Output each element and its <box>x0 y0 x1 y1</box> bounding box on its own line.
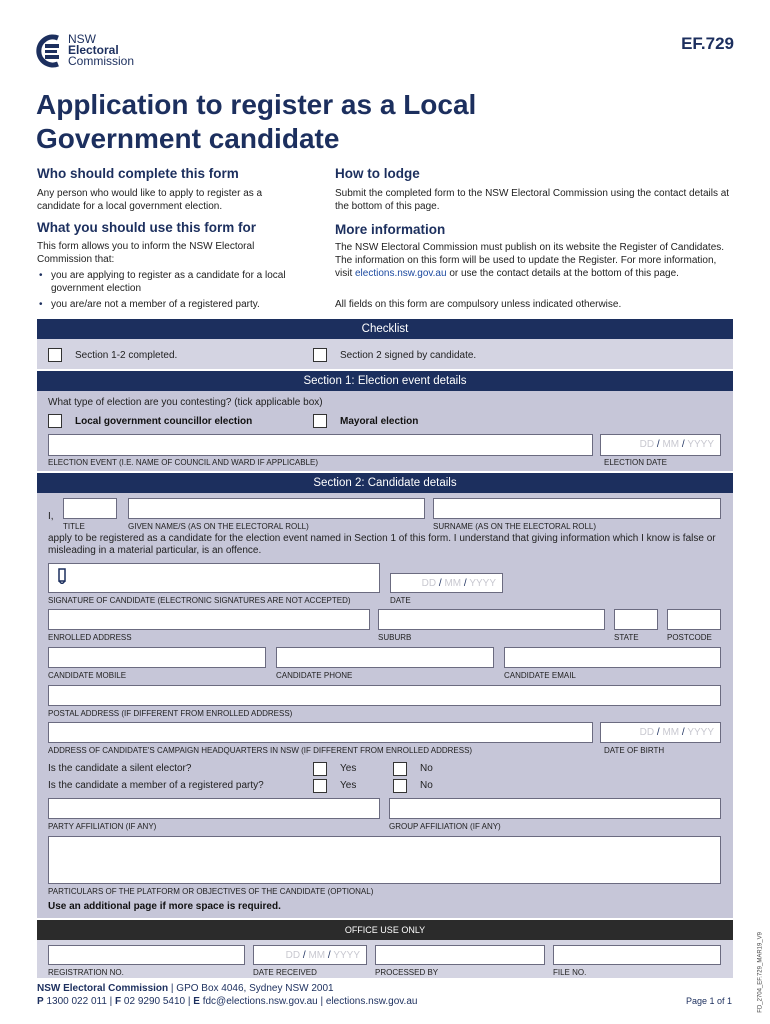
dd-placeholder: DD <box>639 727 655 738</box>
date-received-field[interactable] <box>253 945 367 965</box>
nswec-logo-icon <box>36 34 64 68</box>
member-no-label: No <box>420 780 433 791</box>
additional-page-note: Use an additional page if more space is required. <box>48 901 281 912</box>
mm-placeholder: MM <box>662 439 680 450</box>
page-title: Application to register as a Local Government candidate <box>36 89 477 154</box>
state-label: STATE <box>614 633 639 642</box>
logo-line: NSW <box>68 32 96 46</box>
yyyy-placeholder: YYYY <box>333 950 360 961</box>
footer-address-text: | GPO Box 4046, Sydney NSW 2001 <box>168 983 334 994</box>
file-no-label: FILE NO. <box>553 968 587 977</box>
lodge-text: Submit the completed form to the NSW Electoral Commission using the contact details at the bottom of this page. <box>335 188 730 212</box>
campaign-address-field[interactable] <box>48 722 593 743</box>
surname-label: SURNAME (AS ON THE ELECTORAL ROLL) <box>433 522 596 531</box>
suburb-field[interactable] <box>378 609 605 630</box>
bullet-item: • you are applying to register as a candidate for a local government election <box>37 269 305 295</box>
group-affiliation-field[interactable] <box>389 798 721 819</box>
silent-no-checkbox[interactable] <box>393 762 407 776</box>
date-sep: / <box>302 950 306 961</box>
given-names-field[interactable] <box>128 498 425 519</box>
platform-label: PARTICULARS OF THE PLATFORM OR OBJECTIVES OF THE CANDIDATE (OPTIONAL) <box>48 887 374 896</box>
logo-text <box>68 34 134 67</box>
checklist-checkbox-1[interactable] <box>48 348 62 362</box>
surname-field[interactable] <box>433 498 721 519</box>
dd-placeholder: DD <box>421 578 437 589</box>
registration-no-label: REGISTRATION NO. <box>48 968 124 977</box>
more-heading: More information <box>335 222 446 237</box>
party-affiliation-label: PARTY AFFILIATION (IF ANY) <box>48 822 157 831</box>
postcode-field[interactable] <box>667 609 721 630</box>
who-heading: Who should complete this form <box>37 166 239 181</box>
section2-heading: Section 2: Candidate details <box>37 473 733 493</box>
what-heading: What you should use this form for <box>37 220 256 235</box>
phone-field[interactable] <box>276 647 494 668</box>
website-link[interactable]: elections.nsw.gov.au <box>355 268 447 279</box>
mm-placeholder: MM <box>662 727 680 738</box>
checklist-item-2: Section 2 signed by candidate. <box>340 350 477 361</box>
postal-address-field[interactable] <box>48 685 721 706</box>
yyyy-placeholder: YYYY <box>687 439 714 450</box>
checklist-checkbox-2[interactable] <box>313 348 327 362</box>
signature-label: SIGNATURE OF CANDIDATE (ELECTRONIC SIGNATURES ARE NOT ACCEPTED) <box>48 596 351 605</box>
postcode-label: POSTCODE <box>667 633 712 642</box>
date-sep: / <box>327 950 331 961</box>
compulsory-note: All fields on this form are compulsory unless indicated otherwise. <box>335 299 622 310</box>
phone-label: CANDIDATE PHONE <box>276 671 353 680</box>
silent-yes-label: Yes <box>340 763 357 774</box>
mobile-field[interactable] <box>48 647 266 668</box>
pen-icon <box>57 568 67 584</box>
page-number: Page 1 of 1 <box>685 996 732 1006</box>
dd-placeholder: DD <box>285 950 301 961</box>
title-field[interactable] <box>63 498 117 519</box>
councillor-checkbox[interactable] <box>48 414 62 428</box>
enrolled-address-field[interactable] <box>48 609 370 630</box>
declaration-text: apply to be registered as a candidate for the election event named in Section 1 of this form. I understand that giving information which I know is false or misleading in a material particular, is an offence. <box>48 533 716 556</box>
party-member-question: Is the candidate a member of a registered party? <box>48 780 264 791</box>
election-event-field[interactable] <box>48 434 593 456</box>
bullet-item: • you are/are not a member of a registered party. <box>37 298 305 311</box>
date-sep: / <box>438 578 442 589</box>
logo-line: Electoral <box>68 43 119 57</box>
election-date-label: ELECTION DATE <box>604 458 667 467</box>
registration-no-field[interactable] <box>48 945 245 965</box>
suburb-label: SUBURB <box>378 633 412 642</box>
what-text: This form allows you to inform the NSW Electoral Commission that: <box>37 241 255 265</box>
election-date-field[interactable] <box>600 434 721 456</box>
footer-phone: 1300 022 011 | <box>43 996 116 1007</box>
phone-prefix: P <box>37 996 44 1007</box>
email-prefix: E <box>193 996 200 1007</box>
mobile-label: CANDIDATE MOBILE <box>48 671 127 680</box>
what-bullets <box>37 266 305 311</box>
footer-org: NSW Electoral Commission <box>37 983 169 994</box>
office-use-heading: OFFICE USE ONLY <box>37 920 733 940</box>
date-received-label: DATE RECEIVED <box>253 968 317 977</box>
silent-yes-checkbox[interactable] <box>313 762 327 776</box>
file-no-field[interactable] <box>553 945 721 965</box>
email-label: CANDIDATE EMAIL <box>504 671 576 680</box>
footer-email[interactable]: fdc@elections.nsw.gov.au | elections.nsw.gov.au <box>199 996 418 1007</box>
mm-placeholder: MM <box>444 578 462 589</box>
signature-field[interactable] <box>48 563 380 593</box>
section1-heading: Section 1: Election event details <box>37 371 733 391</box>
processed-by-label: PROCESSED BY <box>375 968 439 977</box>
dob-label: DATE OF BIRTH <box>604 746 665 755</box>
mayoral-checkbox[interactable] <box>313 414 327 428</box>
title-label: TITLE <box>63 522 85 531</box>
fax-prefix: F <box>115 996 122 1007</box>
declaration-i: I, <box>48 511 54 522</box>
dd-placeholder: DD <box>639 439 655 450</box>
checklist-item-1: Section 1-2 completed. <box>75 350 178 361</box>
party-affiliation-field[interactable] <box>48 798 380 819</box>
yyyy-placeholder: YYYY <box>687 727 714 738</box>
councillor-label: Local government councillor election <box>75 416 253 427</box>
election-event-label: ELECTION EVENT (I.E. NAME OF COUNCIL AND WARD IF APPLICABLE) <box>48 458 318 467</box>
election-type-question: What type of election are you contesting? (tick applicable box) <box>48 397 323 408</box>
footer-contacts <box>37 996 417 1007</box>
enrolled-address-label: ENROLLED ADDRESS <box>48 633 132 642</box>
date-sep: / <box>681 439 685 450</box>
signature-date-label: DATE <box>390 596 411 605</box>
more-text-part: The NSW Electoral Commission must publish on its website the Register of Candidates. The information on this form will be used to update the Register. For more information, visit <box>335 242 725 279</box>
state-field[interactable] <box>614 609 658 630</box>
form-code: EF.729 <box>681 34 734 53</box>
member-yes-label: Yes <box>340 780 357 791</box>
logo-line: Commission <box>68 54 135 68</box>
member-yes-checkbox[interactable] <box>313 779 327 793</box>
dob-field[interactable] <box>600 722 721 743</box>
group-affiliation-label: GROUP AFFILIATION (IF ANY) <box>389 822 501 831</box>
silent-elector-question: Is the candidate a silent elector? <box>48 763 192 774</box>
who-text: Any person who would like to apply to register as a candidate for a local government election. <box>37 188 263 212</box>
lodge-heading: How to lodge <box>335 166 420 181</box>
yyyy-placeholder: YYYY <box>469 578 496 589</box>
email-field[interactable] <box>504 647 721 668</box>
campaign-address-label: ADDRESS OF CANDIDATE'S CAMPAIGN HEADQUARTERS IN NSW (IF DIFFERENT FROM ENROLLED ADDRESS) <box>48 746 473 755</box>
signature-date-field[interactable] <box>390 573 503 593</box>
processed-by-field[interactable] <box>375 945 545 965</box>
platform-field[interactable] <box>48 836 721 884</box>
footer-fax: 02 9290 5410 | <box>121 996 194 1007</box>
mayoral-label: Mayoral election <box>340 416 419 427</box>
member-no-checkbox[interactable] <box>393 779 407 793</box>
date-sep: / <box>656 439 660 450</box>
checklist-heading: Checklist <box>37 319 733 339</box>
date-sep: / <box>656 727 660 738</box>
given-names-label: GIVEN NAME/S (AS ON THE ELECTORAL ROLL) <box>128 522 309 531</box>
more-text <box>335 241 730 280</box>
silent-no-label: No <box>420 763 433 774</box>
postal-address-label: POSTAL ADDRESS (IF DIFFERENT FROM ENROLLED ADDRESS) <box>48 709 293 718</box>
mm-placeholder: MM <box>308 950 326 961</box>
date-sep: / <box>681 727 685 738</box>
more-text-part: or use the contact details at the bottom of this page. <box>446 268 679 279</box>
footer-address <box>37 983 334 994</box>
date-sep: / <box>463 578 467 589</box>
form-version-code: FD_2704_EF.729_MAR19_V9 <box>758 932 764 1013</box>
